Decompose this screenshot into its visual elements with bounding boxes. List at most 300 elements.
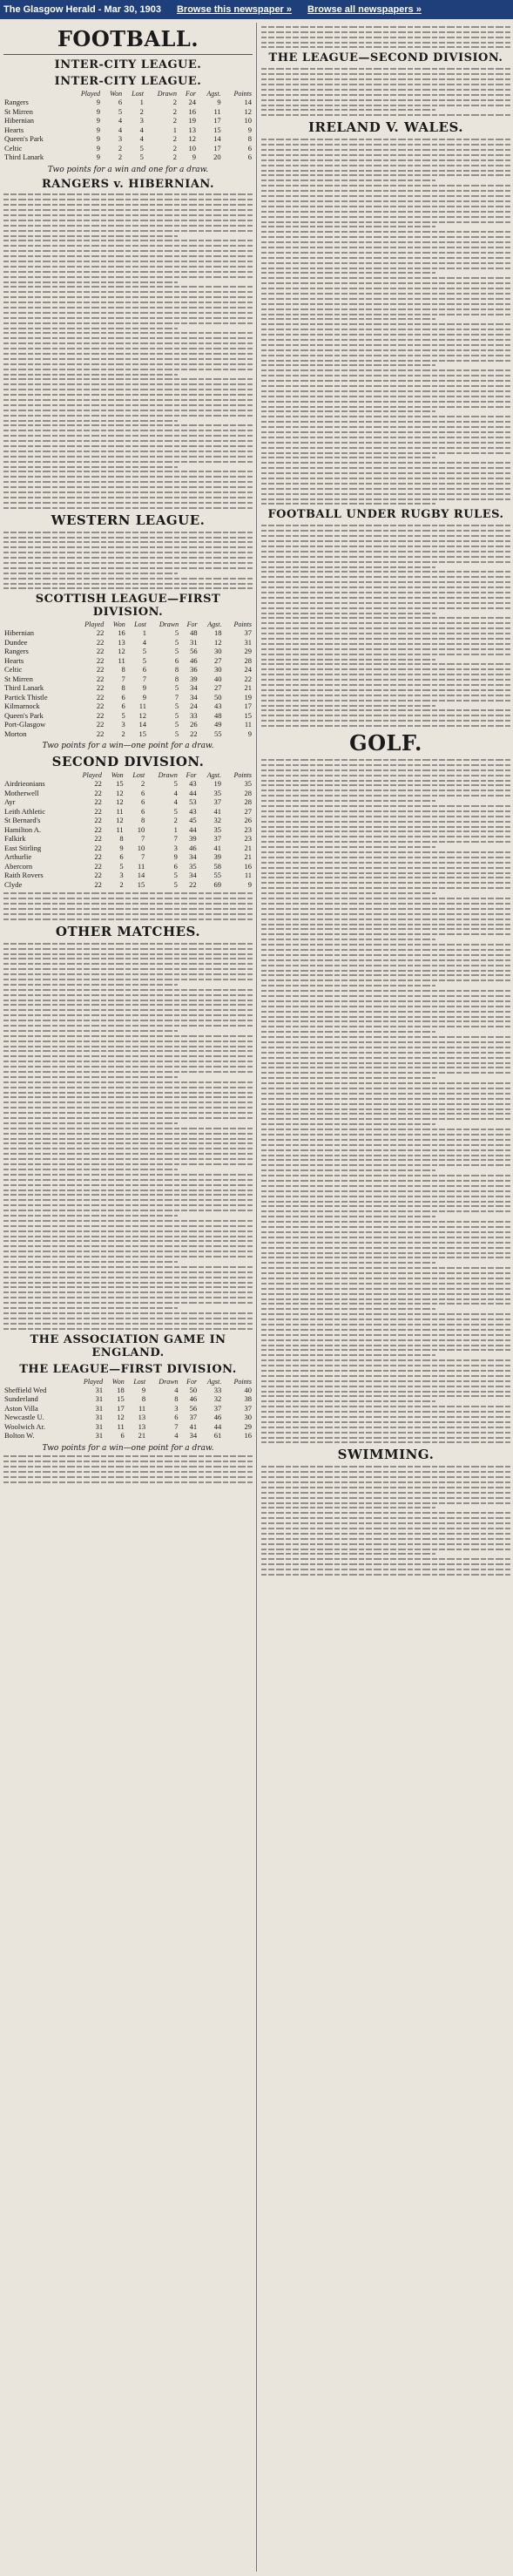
text-line (3, 1061, 253, 1062)
table-cell: 17 (213, 143, 221, 153)
text-line (261, 546, 510, 547)
text-line (261, 949, 510, 951)
table-cell: 22 (96, 729, 105, 738)
text-line (261, 293, 510, 295)
browse-this-newspaper-link[interactable]: Browse this newspaper » (176, 4, 293, 15)
table-cell: Celtic (4, 143, 23, 153)
text-line (261, 1144, 510, 1146)
table-cell: 2 (172, 98, 177, 106)
table-cell: Hearts (4, 655, 24, 665)
table-cell: 39 (189, 834, 197, 844)
table-cell: 35 (213, 824, 222, 834)
table-cell: 16 (118, 628, 125, 638)
text-line (261, 775, 510, 776)
text-line (3, 1225, 253, 1227)
text-line (3, 1318, 253, 1319)
table-cell: 12 (188, 134, 196, 143)
text-line (261, 1339, 510, 1341)
table-cell: 11 (138, 861, 145, 871)
table-cell: 4 (173, 797, 178, 807)
table-cell: 48 (190, 628, 198, 638)
table-cell: Woolwich Ar. (4, 1421, 46, 1431)
text-line (261, 821, 510, 823)
text-line (261, 89, 510, 91)
text-line (3, 1476, 253, 1478)
browser-header-bar (0, 0, 513, 19)
text-line (3, 410, 253, 411)
text-line (261, 99, 510, 101)
text-line (261, 648, 510, 650)
table-cell: 6 (247, 143, 252, 153)
text-line (3, 1240, 253, 1242)
table-row (3, 1413, 253, 1422)
text-line (261, 37, 510, 38)
text-line (3, 1142, 253, 1144)
table-header-cell (3, 771, 70, 779)
table-cell: Hearts (4, 125, 24, 134)
table-header-cell: Won (111, 771, 124, 780)
table-cell: 33 (190, 710, 198, 720)
table-cell: 12 (116, 788, 124, 797)
table-cell: 9 (217, 98, 221, 106)
table-cell: 37 (189, 1413, 198, 1422)
text-line (3, 1117, 253, 1119)
table-cell: 6 (142, 665, 146, 675)
table-header-cell: Points (233, 90, 252, 98)
table-cell: 5 (174, 729, 179, 738)
table-cell: 7 (140, 834, 145, 844)
text-line (261, 816, 510, 817)
table-cell: 4 (174, 1385, 179, 1394)
table-cell: 7 (174, 1421, 179, 1431)
table-cell: 3 (119, 871, 124, 880)
text-line (3, 1271, 253, 1273)
ireland-wales-report (261, 139, 510, 505)
table-cell: 22 (96, 674, 105, 683)
text-line (261, 221, 510, 223)
second-division-notes (3, 892, 253, 919)
text-line (3, 963, 253, 965)
text-line (261, 1354, 435, 1356)
table-row (3, 844, 253, 853)
text-line (261, 790, 510, 791)
text-line (3, 953, 253, 955)
text-line (261, 68, 510, 70)
table-cell: 26 (190, 720, 198, 729)
text-line (3, 1282, 253, 1284)
table-header-cell (3, 1378, 71, 1386)
league-first-division-table (3, 1378, 253, 1441)
table-cell: 11 (244, 720, 252, 729)
table-cell: Rangers (4, 98, 29, 106)
text-line (3, 466, 178, 468)
table-cell: 9 (247, 729, 252, 738)
football-heading: FOOTBALL. (57, 26, 199, 51)
table-cell: 55 (213, 871, 222, 880)
text-line (261, 1011, 510, 1013)
table-row (3, 789, 253, 798)
table-cell: Kilmarnock (4, 702, 40, 711)
text-line (3, 435, 253, 437)
table-cell: 3 (118, 134, 123, 143)
text-line (261, 1278, 510, 1279)
table-cell: 33 (213, 1385, 222, 1394)
table-cell: 3 (173, 843, 178, 852)
text-line (261, 1169, 435, 1171)
table-cell: 24 (190, 702, 198, 711)
text-line (261, 1231, 510, 1233)
text-line (261, 1288, 510, 1290)
table-cell: 9 (96, 134, 101, 143)
table-cell: 27 (214, 655, 222, 665)
text-line (3, 261, 253, 262)
table-cell: 12 (138, 710, 146, 720)
text-line (3, 363, 253, 365)
text-line (261, 1487, 510, 1488)
table-cell: 34 (189, 852, 197, 862)
table-cell: 23 (244, 824, 252, 834)
text-line (3, 562, 253, 564)
table-cell: East Stirling (4, 843, 42, 852)
text-line (3, 1256, 253, 1257)
text-line (3, 497, 253, 498)
text-line (261, 1000, 510, 1002)
text-line (261, 355, 510, 356)
text-line (261, 1502, 510, 1504)
table-cell: 22 (190, 729, 198, 738)
table-cell: 16 (244, 1431, 252, 1441)
text-line (3, 276, 253, 278)
text-line (3, 471, 253, 472)
table-cell: 41 (213, 843, 222, 852)
text-line (261, 830, 510, 832)
text-line (261, 272, 435, 274)
text-line (261, 759, 510, 761)
table-cell: 11 (213, 106, 221, 116)
table-cell: 9 (119, 843, 124, 852)
text-line (261, 720, 510, 722)
text-line (261, 581, 510, 583)
text-line (261, 1334, 510, 1336)
table-cell: 19 (213, 779, 222, 789)
table-cell: 9 (96, 116, 101, 125)
text-line (261, 695, 510, 696)
text-line (3, 532, 253, 533)
text-line (261, 1558, 510, 1560)
text-line (261, 1365, 510, 1366)
text-line (3, 1245, 253, 1247)
table-row (3, 825, 253, 835)
table-cell: 9 (96, 153, 101, 161)
text-line (261, 114, 510, 116)
table-cell: 30 (214, 665, 222, 675)
table-cell: 2 (140, 779, 145, 789)
table-cell: 50 (214, 692, 222, 702)
table-header-cell: Drawn (159, 1377, 179, 1386)
league-second-division-heading: THE LEAGUE—SECOND DIVISION. (268, 51, 503, 65)
table-cell: 22 (94, 816, 102, 825)
table-cell: Raith Rovers (4, 871, 44, 880)
text-line (3, 255, 253, 257)
table-cell: 9 (192, 153, 196, 161)
text-line (261, 592, 510, 593)
table-cell: Hamilton A. (4, 824, 42, 834)
table-cell: 5 (174, 628, 179, 638)
text-line (261, 375, 510, 376)
text-line (3, 908, 253, 910)
table-cell: 2 (172, 143, 177, 153)
table-cell: 13 (118, 637, 125, 647)
text-line (261, 1149, 510, 1151)
table-cell: Queen's Park (4, 710, 44, 720)
text-line (3, 1128, 253, 1129)
table-cell: 32 (213, 1394, 222, 1404)
text-line (3, 1266, 253, 1268)
text-line (261, 985, 435, 986)
text-line (261, 1324, 510, 1325)
text-line (261, 607, 510, 609)
text-line (3, 445, 253, 447)
text-line (261, 924, 510, 925)
table-cell: 22 (94, 834, 102, 844)
table-cell: Sheffield Wed (4, 1385, 47, 1394)
table-cell: 8 (174, 674, 179, 683)
table-row (3, 880, 253, 890)
table-cell: 69 (213, 879, 222, 889)
table-cell: 56 (190, 647, 198, 656)
table-cell: 9 (173, 852, 178, 862)
text-line (261, 1216, 435, 1217)
table-cell: 43 (214, 702, 222, 711)
text-line (261, 1180, 510, 1182)
text-line (261, 826, 510, 828)
text-line (3, 1312, 253, 1314)
text-line (261, 1006, 510, 1007)
table-cell: 29 (244, 647, 252, 656)
intercity-heading-1: INTER-CITY LEAGUE. (54, 58, 202, 71)
table-row (3, 871, 253, 880)
text-line (261, 1108, 510, 1110)
text-line (261, 1319, 510, 1320)
league-first-division-heading: THE LEAGUE—FIRST DIVISION. (19, 1362, 237, 1376)
text-line (261, 1067, 510, 1068)
table-cell: 2 (172, 134, 177, 143)
text-line (261, 764, 510, 766)
table-cell: 7 (174, 692, 179, 702)
text-line (261, 1072, 510, 1074)
table-row (3, 720, 253, 729)
text-line (261, 530, 510, 532)
table-cell: 22 (94, 806, 102, 816)
table-cell: 8 (141, 1394, 146, 1404)
text-line (261, 1237, 510, 1238)
table-cell: Bolton W. (4, 1431, 35, 1441)
text-line (3, 1055, 253, 1057)
table-cell: 15 (138, 729, 146, 738)
text-line (3, 989, 253, 991)
table-cell: Falkirk (4, 834, 26, 844)
text-line (3, 1328, 253, 1330)
table-cell: 10 (188, 143, 196, 153)
text-line (3, 1020, 253, 1021)
table-header-cell: For (186, 90, 196, 98)
table-cell: 2 (172, 116, 177, 125)
table-cell: Dundee (4, 637, 28, 647)
table-cell: 6 (118, 98, 123, 106)
text-line (261, 944, 510, 946)
text-line (261, 795, 510, 797)
text-line (261, 990, 510, 992)
table-header-cell: Drawn (158, 771, 178, 780)
text-line (261, 488, 510, 490)
text-line (261, 995, 510, 997)
table-cell: 7 (142, 674, 146, 683)
rangers-hibernian-heading: RANGERS v. HIBERNIAN. (42, 177, 214, 191)
text-line (3, 1323, 253, 1325)
table-header-cell: Played (83, 1377, 104, 1386)
left-column (3, 23, 253, 1487)
table-cell: 43 (189, 806, 197, 816)
table-cell: 39 (213, 852, 222, 862)
text-line (261, 1175, 510, 1176)
table-row (3, 675, 253, 684)
text-line (261, 84, 510, 85)
table-cell: Third Lanark (4, 683, 44, 693)
table-cell: 5 (174, 702, 179, 711)
table-cell: 8 (121, 665, 125, 675)
table-header-cell: Lost (132, 771, 145, 780)
table-cell: 15 (244, 710, 252, 720)
text-line (3, 456, 253, 458)
table-cell: Aston Villa (4, 1403, 38, 1413)
table-cell: 28 (244, 655, 252, 665)
text-line (3, 332, 253, 334)
table-cell: 34 (190, 692, 198, 702)
text-line (3, 578, 253, 580)
table-cell: 5 (139, 143, 144, 153)
text-line (261, 385, 510, 387)
table-header-cell: For (186, 771, 197, 780)
text-line (261, 498, 510, 500)
text-line (3, 573, 178, 574)
table-cell: 4 (139, 125, 144, 134)
table-cell: 37 (213, 797, 222, 807)
table-cell: 44 (189, 788, 197, 797)
text-line (3, 1169, 178, 1170)
text-line (261, 800, 435, 802)
text-line (261, 105, 510, 106)
table-cell: Abercorn (4, 861, 33, 871)
text-line (261, 1432, 510, 1434)
text-line (261, 26, 510, 28)
table-cell: 44 (189, 824, 197, 834)
table-cell: 1 (139, 98, 144, 106)
table-header-cell: For (186, 620, 198, 629)
text-line (261, 1201, 510, 1203)
text-line (261, 1113, 510, 1115)
table-cell: Partick Thistle (4, 692, 48, 702)
text-line (3, 214, 253, 216)
table-cell: 21 (244, 852, 252, 862)
text-line (261, 1123, 435, 1125)
text-line (261, 887, 510, 889)
text-line (261, 1205, 510, 1207)
table-cell: Leith Athletic (4, 806, 45, 816)
table-cell: 58 (213, 861, 222, 871)
text-line (3, 1184, 253, 1186)
table-cell: 3 (121, 720, 125, 729)
right-column (261, 23, 510, 1579)
text-line (3, 199, 253, 200)
text-line (261, 1421, 510, 1423)
table-cell: 22 (94, 788, 102, 797)
table-cell: 20 (213, 153, 221, 161)
text-line (261, 447, 510, 449)
table-header-cell: Lost (134, 620, 146, 629)
text-line (3, 1204, 253, 1206)
table-header-cell: Points (233, 771, 252, 780)
table-cell: 6 (140, 788, 145, 797)
table-cell: 12 (116, 816, 124, 825)
table-cell: 22 (94, 843, 102, 852)
text-line (261, 277, 510, 279)
table-cell: Port-Glasgow (4, 720, 46, 729)
scottish-league-note: Two points for a win—one point for a draw. (42, 742, 214, 751)
table-cell: 61 (213, 1431, 222, 1441)
text-line (261, 1481, 510, 1483)
table-cell: 56 (189, 1403, 198, 1413)
table-cell: 3 (139, 116, 144, 125)
browse-all-newspapers-link[interactable]: Browse all newspapers » (307, 4, 422, 15)
text-line (3, 1194, 253, 1196)
text-line (3, 353, 253, 355)
table-row (3, 107, 253, 117)
table-cell: 22 (96, 637, 105, 647)
text-line (3, 1133, 253, 1135)
table-cell: 7 (140, 852, 145, 862)
text-line (261, 851, 510, 853)
table-cell: 28 (244, 797, 252, 807)
text-line (261, 252, 510, 254)
text-line (261, 437, 510, 438)
table-cell: 6 (174, 1413, 179, 1422)
text-line (261, 1221, 510, 1223)
table-cell: 49 (214, 720, 222, 729)
table-cell: 13 (138, 1421, 146, 1431)
league-first-note: Two points for a win—one point for a draw. (42, 1443, 214, 1453)
text-line (261, 369, 510, 371)
text-line (261, 965, 510, 966)
text-line (261, 1553, 435, 1555)
table-header-cell: Played (84, 620, 105, 629)
text-line (261, 1129, 510, 1130)
table-cell: 9 (142, 692, 146, 702)
text-line (3, 1158, 253, 1160)
text-line (261, 689, 510, 691)
text-line (261, 216, 510, 218)
text-line (3, 383, 253, 385)
text-line (3, 378, 253, 380)
text-line (3, 1138, 253, 1140)
table-row (3, 628, 253, 638)
table-row (3, 683, 253, 693)
text-line (3, 225, 253, 227)
newspaper-page (0, 19, 513, 2576)
text-line (261, 149, 510, 151)
text-line (3, 1092, 253, 1094)
text-line (261, 1118, 510, 1120)
table-cell: 6 (173, 861, 178, 871)
